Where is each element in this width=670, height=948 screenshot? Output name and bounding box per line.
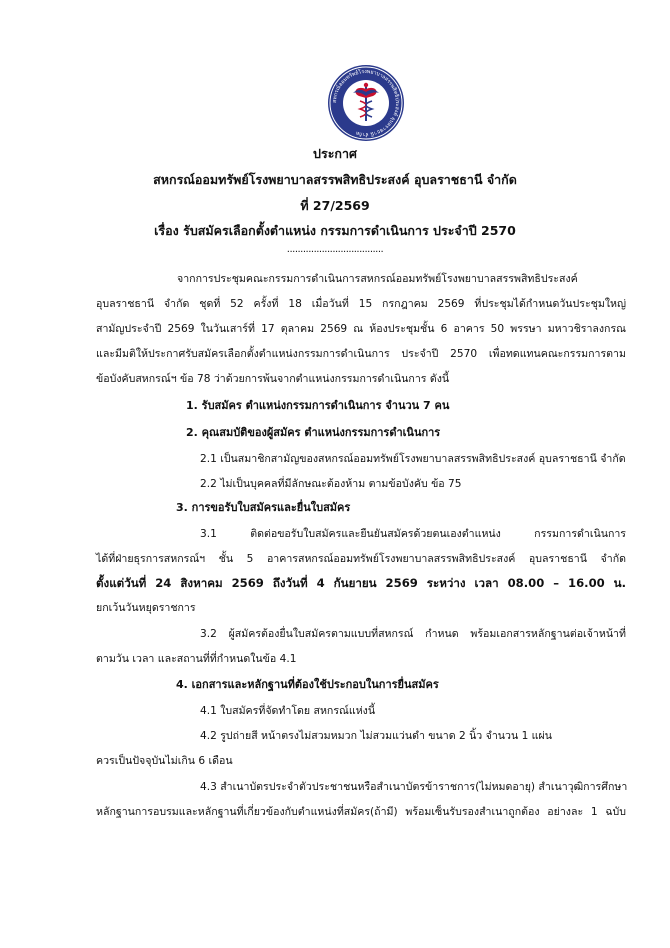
item-3-2-line-2: ตามวัน เวลา และสถานที่ที่กำหนดในข้อ 4.1: [96, 653, 297, 665]
intro-line-5: ข้อบังคับสหกรณ์ฯ ข้อ 78 ว่าด้วยการพ้นจากตำแหน่งกรรมการดำเนินการ ดังนี้: [96, 373, 450, 385]
item-3-1-line-4: ยกเว้นวันหยุดราชการ: [96, 602, 196, 614]
separator-line: ....................................: [286, 244, 384, 255]
intro-line-1: จากการประชุมคณะกรรมการดำเนินการสหกรณ์ออมทรัพย์โรงพยาบาลสรรพสิทธิประสงค์: [177, 273, 578, 285]
announcement-subject: เรื่อง รับสมัครเลือกตั้งตำแหน่ง กรรมการดำเนินการ ประจำปี 2570: [154, 223, 516, 238]
announcement-title: ประกาศ: [313, 146, 357, 161]
item-4-2-line-1: 4.2 รูปถ่ายสี หน้าตรงไม่สวมหมวก ไม่สวมแว่นดำ ขนาด 2 นิ้ว จำนวน 1 แผ่น: [200, 730, 552, 742]
intro-line-3: สามัญประจำปี 2569 ในวันเสาร์ที่ 17 ตุลาคม 2569 ณ ห้องประชุมชั้น 6 อาคาร 50 พรรษา มหาวชิราลงกรณ: [96, 323, 626, 335]
item-2-1: 2.1 เป็นสมาชิกสามัญของสหกรณ์ออมทรัพย์โรงพยาบาลสรรพสิทธิประสงค์ อุบลราชธานี จำกัด: [200, 453, 626, 465]
item-4-heading: 4. เอกสารและหลักฐานที่ต้องใช้ประกอบในการยื่นสมัคร: [176, 678, 439, 691]
intro-line-2: อุบลราชธานี จำกัด ชุดที่ 52 ครั้งที่ 18 เมื่อวันที่ 15 กรกฎาคม 2569 ที่ประชุมได้กำหนดวันประชุมใหญ่: [96, 298, 626, 310]
organization-name: สหกรณ์ออมทรัพย์โรงพยาบาลสรรพสิทธิประสงค์ อุบลราชธานี จำกัด: [153, 172, 517, 187]
item-3-1-line-2: ได้ที่ฝ่ายธุรการสหกรณ์ฯ ชั้น 5 อาคารสหกรณ์ออมทรัพย์โรงพยาบาลสรรพสิทธิประสงค์ อุบลราชธานี จำกัด: [96, 553, 626, 565]
logo-ring-text: สหกรณ์ออมทรัพย์โรงพยาบาลสรรพสิทธิประสงค์ อุบลราชธานี จำกัด: [331, 68, 401, 138]
item-3-heading: 3. การขอรับใบสมัครและยื่นใบสมัคร: [176, 501, 351, 514]
item-4-1: 4.1 ใบสมัครที่จัดทำโดย สหกรณ์แห่งนี้: [200, 705, 376, 717]
announcement-number: ที่ 27/2569: [300, 198, 370, 213]
item-4-2-line-2: ควรเป็นปัจจุบันไม่เกิน 6 เดือน: [96, 755, 233, 767]
item-3-1-line-1: 3.1 ติดต่อขอรับใบสมัครและยืนยันสมัครด้วยตนเองตำแหน่ง กรรมการดำเนินการ: [200, 528, 626, 540]
intro-line-4: และมีมติให้ประกาศรับสมัครเลือกตั้งตำแหน่งกรรมการดำเนินการ ประจำปี 2570 เพื่อทดแทนคณะกรรมการตาม: [96, 348, 626, 360]
item-3-1-application-period: ตั้งแต่วันที่ 24 สิงหาคม 2569 ถึงวันที่ 4 กันยายน 2569 ระหว่าง เวลา 08.00 – 16.00 น.: [96, 576, 626, 590]
item-4-3-line-1: 4.3 สำเนาบัตรประจำตัวประชาชนหรือสำเนาบัตรข้าราชการ(ไม่หมดอายุ) สำเนาวุฒิการศึกษา: [200, 781, 628, 793]
item-1-heading: 1. รับสมัคร ตำแหน่งกรรมการดำเนินการ จำนวน 7 คน: [186, 399, 450, 412]
cooperative-logo: [326, 63, 406, 143]
item-4-3-line-2: หลักฐานการอบรมและหลักฐานที่เกี่ยวข้องกับตำแหน่งที่สมัคร(ถ้ามี) พร้อมเซ็นรับรองสำเนาถูกต้อง อย่างละ 1 ฉบับ: [96, 806, 626, 818]
item-3-2-line-1: 3.2 ผู้สมัครต้องยื่นใบสมัครตามแบบที่สหกรณ์ กำหนด พร้อมเอกสารหลักฐานต่อเจ้าหน้าที่: [200, 628, 626, 640]
item-2-2: 2.2 ไม่เป็นบุคคลที่มีลักษณะต้องห้าม ตามข้อบังคับ ข้อ 75: [200, 478, 462, 490]
item-2-heading: 2. คุณสมบัติของผู้สมัคร ตำแหน่งกรรมการดำเนินการ: [186, 426, 441, 439]
